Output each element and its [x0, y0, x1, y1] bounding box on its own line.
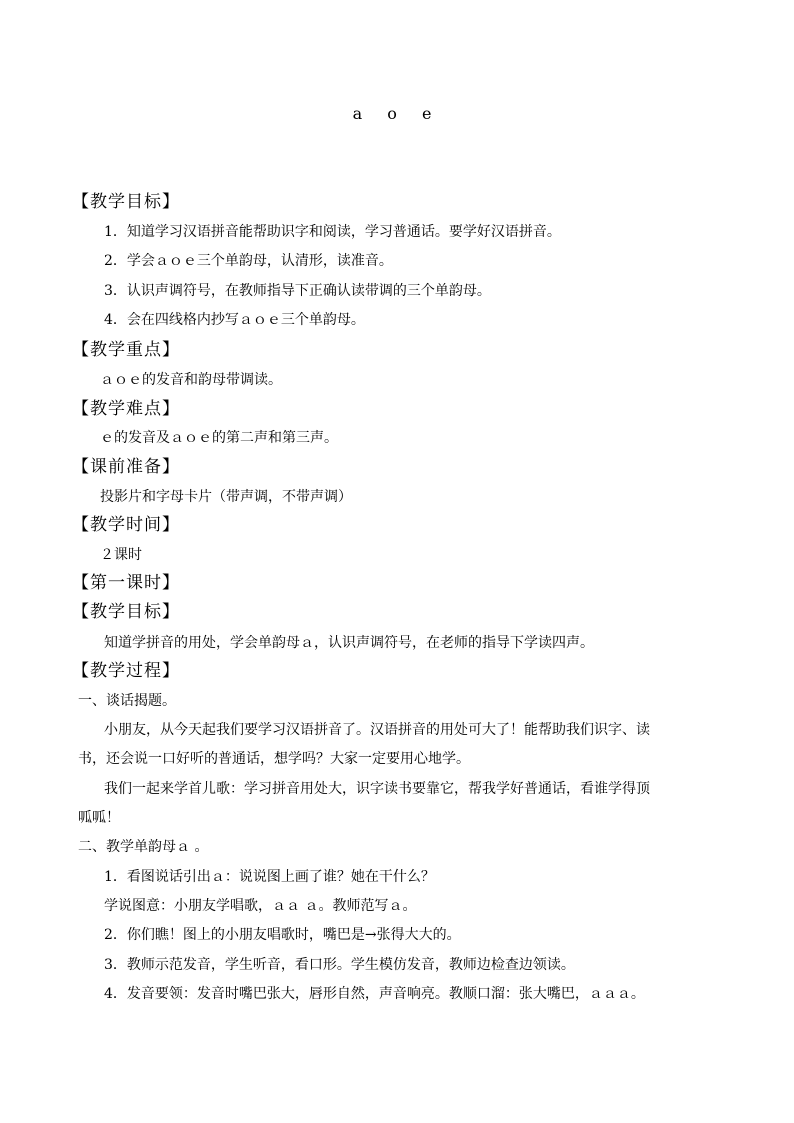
step-two-item-4: 4．发音要领：发音时嘴巴张大，唇形自然，声音响亮。教顺口溜：张大嘴巴，ａａａ。 — [104, 986, 645, 1002]
goal-item-2: 2．学会ａｏｅ三个单韵母，认清形，读准音。 — [104, 253, 393, 269]
heading-lesson-goals: 【教学目标】 — [72, 602, 180, 622]
step-one-paragraph-2-line-1: 我们一起来学首儿歌：学习拼音用处大，识字读书要靠它，帮我学好普通话，看谁学得顶 — [104, 781, 650, 797]
key-points-text: ａｏｅ的发音和韵母带调读。 — [100, 372, 282, 388]
heading-teaching-goals: 【教学目标】 — [72, 192, 180, 212]
document-title: a o e — [352, 104, 442, 123]
goal-item-1: 1．知道学习汉语拼音能帮助识字和阅读，学习普通话。要学好汉语拼音。 — [104, 224, 561, 240]
step-two-item-2: 2．你们瞧！图上的小朋友唱歌时，嘴巴是→张得大大的。 — [104, 927, 461, 943]
heading-teaching-process: 【教学过程】 — [72, 661, 180, 681]
lesson-goals-text: 知道学拼音的用处，学会单韵母ａ，认识声调符号，在老师的指导下学读四声。 — [104, 635, 594, 651]
heading-difficulties: 【教学难点】 — [72, 399, 180, 419]
heading-preparation: 【课前准备】 — [72, 457, 180, 477]
step-one-paragraph-1-line-2: 书，还会说一口好听的普通话，想学吗？大家一定要用心地学。 — [78, 751, 470, 767]
heading-first-lesson: 【第一课时】 — [72, 573, 180, 593]
step-one-paragraph-2-line-2: 呱呱！ — [78, 810, 120, 826]
heading-key-points: 【教学重点】 — [72, 340, 180, 360]
goal-item-3: 3．认识声调符号，在教师指导下正确认读带调的三个单韵母。 — [104, 283, 491, 299]
step-one-paragraph-1-line-1: 小朋友，从今天起我们要学习汉语拼音了。汉语拼音的用处可大了！能帮助我们识字、读 — [104, 722, 650, 738]
preparation-text: 投影片和字母卡片（带声调，不带声调） — [100, 489, 352, 505]
heading-teaching-time: 【教学时间】 — [72, 515, 180, 535]
step-two-title: 二、教学单韵母ａ 。 — [78, 839, 209, 855]
step-two-item-1: 1．看图说话引出ａ：说说图上画了谁？她在干什么？ — [104, 869, 435, 885]
difficulties-text: ｅ的发音及ａｏｅ的第二声和第三声。 — [100, 430, 338, 446]
step-two-item-3: 3．教师示范发音，学生听音，看口形。学生模仿发音，教师边检查边领读。 — [104, 957, 575, 973]
teaching-time-text: ２课时 — [100, 547, 142, 563]
step-one-title: 一、谈话揭题。 — [78, 693, 176, 709]
step-two-item-1-note: 学说图意：小朋友学唱歌，ａａ ａ。教师范写ａ。 — [104, 898, 417, 914]
goal-item-4: 4．会在四线格内抄写ａｏｅ三个单韵母。 — [104, 312, 365, 328]
